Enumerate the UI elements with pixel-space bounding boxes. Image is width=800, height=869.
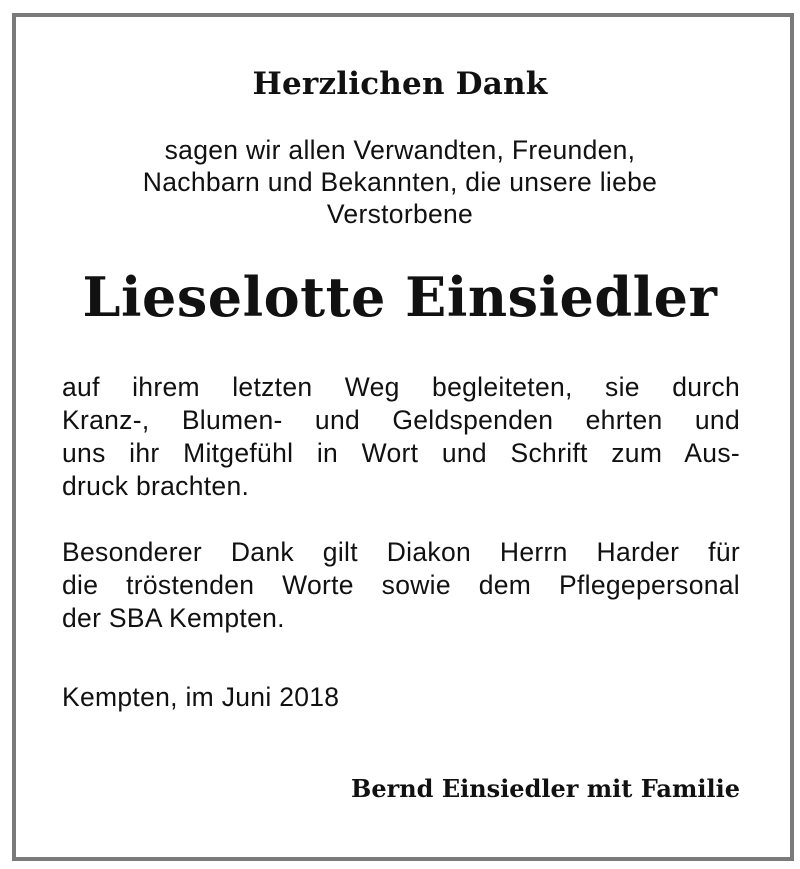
deceased-name: Lieselotte Einsiedler xyxy=(82,265,718,329)
notice-heading: Herzlichen Dank xyxy=(252,66,548,102)
signature: Bernd Einsiedler mit Familie xyxy=(351,774,740,803)
intro-text xyxy=(0,134,800,230)
paragraph-line: der SBA Kempten. xyxy=(62,603,285,633)
paragraph-line: die tröstenden Worte sowie dem Pflegepersonal xyxy=(62,570,740,600)
paragraph-line: druck brachten. xyxy=(62,471,250,501)
paragraph-line: auf ihrem letzten Weg begleiteten, sie durch xyxy=(62,372,740,402)
intro-line: sagen wir allen Verwandten, Freunden, xyxy=(164,135,636,165)
paragraph-line: Kranz-, Blumen- und Geldspenden ehrten und xyxy=(62,405,740,435)
paragraph-line: Besonderer Dank gilt Diakon Herrn Harder für xyxy=(62,537,740,567)
thanks-paragraph xyxy=(62,371,740,503)
paragraph-line: uns ihr Mitgefühl in Wort und Schrift zum Aus- xyxy=(62,438,740,468)
intro-line: Verstorbene xyxy=(326,199,474,229)
intro-line: Nachbarn und Bekannten, die unsere liebe xyxy=(142,167,658,197)
special-thanks-paragraph xyxy=(62,536,740,635)
place-date: Kempten, im Juni 2018 xyxy=(62,682,340,712)
